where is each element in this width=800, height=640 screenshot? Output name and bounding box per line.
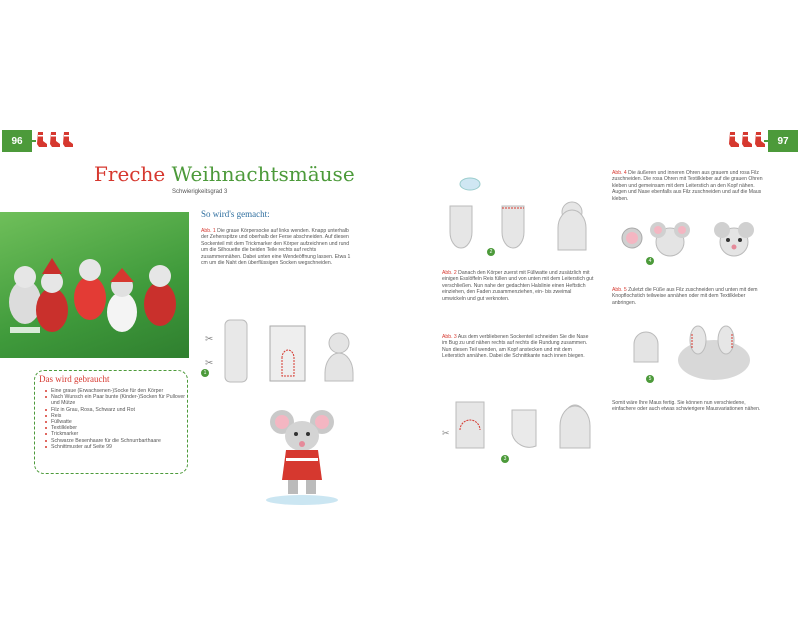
difficulty-label: Schwierigkeitsgrad 3 (172, 189, 228, 195)
title-word-red: Freche (94, 162, 166, 186)
materials-heading: Das wird gebraucht (39, 374, 110, 384)
christmas-sock-icons-left (34, 130, 76, 150)
figure-1-sock-pattern (200, 318, 360, 388)
step-5-label: Abb. 5 (612, 287, 627, 293)
page-title (94, 162, 355, 186)
step-3-label: Abb. 3 (442, 334, 457, 340)
materials-item: Eine graue (Erwachsenen-)Socke für den Körper (47, 388, 187, 394)
step-2-label: Abb. 2 (442, 270, 457, 276)
figure-4-number: 4 (646, 257, 654, 265)
step-1-label: Abb. 1 (201, 228, 216, 234)
figure-5-feet (612, 320, 772, 384)
materials-item: Schwarze Besenhaare für die Schnurrbarthaare (47, 438, 187, 444)
cartoon-mouse-illustration (262, 404, 342, 506)
page-number-left: 96 (2, 130, 32, 152)
figure-3-number: 3 (501, 455, 509, 463)
figure-4-ears (612, 220, 772, 268)
materials-box (34, 370, 188, 474)
christmas-sock-icons-right (726, 130, 768, 150)
step-2-body: Danach den Körper zuerst mit Füllwatte und zusätzlich mit einigen Esslöffeln Reis füllen und von unten mit dem Leiterstich gut verschließen. Nun nahe der gedachten Halslinie einen Heftstich einziehen, den Faden zusammenziehen, ein- bis zweimal umwickeln und gut verknoten. (442, 270, 594, 302)
mice-photo-illustration (0, 212, 189, 358)
materials-item: Nach Wunsch ein Paar bunte (Kinder-)Socken für Pullover und Mütze (47, 394, 187, 406)
svg-text:✂: ✂ (205, 358, 214, 369)
step-4-body: Die äußeren und inneren Ohren aus grauem und rosa Filz zuschneiden. Die rosa Ohren mit Textilkleber auf die grauen Ohren kleben und gemeinsam mit dem Leiterstich an den Kopf nähen. Augen und Nase ebenfalls aus Filz zuschneiden und auf die Maus kleben. (612, 170, 763, 202)
page-number-right: 97 (768, 130, 798, 152)
step-1-body: Die graue Körpersocke auf links wenden. Knapp unterhalb der Zehenspitze und oberhalb der Ferse abschneiden. Auf diesen Sockenteil mit dem Trickmarker den Körper aufzeichnen und rund um die Silhouette die beiden Teile rechts auf rechts zusammennähen. Dabei unten eine Wendeöffnung lassen. Etwa 1 cm um die Naht den überflüssigen Socken wegschneiden. (201, 228, 351, 267)
svg-text:✂: ✂ (205, 334, 214, 345)
step-2-text (442, 270, 594, 302)
figure-2-number: 2 (487, 248, 495, 256)
step-1-text (201, 228, 356, 266)
materials-item: Filz in Grau, Rosa, Schwarz und Rot (47, 407, 187, 413)
step-3-body: Aus dem verbliebenen Sockenteil schneiden Sie die Nase im Bug zu und nähen rechts auf rechts die Rundung zusammen. Nun diesen Teil wenden, am Kopf anstecken und mit dem Leiterstich annähen. Dabei die Schnittkante nach innen biegen. (442, 334, 589, 360)
materials-item: Füllwatte (47, 419, 187, 425)
materials-item: Trickmarker (47, 431, 187, 437)
step-3-text (442, 334, 594, 360)
figure-5-number: 5 (646, 375, 654, 383)
figure-2-stuffed-body (440, 170, 600, 260)
materials-item: Textilkleber (47, 425, 187, 431)
instructions-heading: So wird's gemacht: (201, 209, 270, 219)
closing-text: Somit wäre Ihre Maus fertig. Sie können nun verschiedene, einfachere oder auch etwas schwierigere Mausvariationen nähen. (612, 400, 761, 413)
step-5-body: Zuletzt die Füße aus Filz zuschneiden und unten mit dem Knopflochstich teilweise annähen oder mit dem Textilkleber anbringen. (612, 287, 758, 306)
materials-item: Schnittmuster auf Seite 99 (47, 444, 187, 450)
svg-text:✂: ✂ (442, 428, 450, 438)
step-4-text (612, 170, 770, 202)
step-4-label: Abb. 4 (612, 170, 627, 176)
materials-item: Reis (47, 413, 187, 419)
figure-1-number: 1 (201, 369, 209, 377)
step-5-text (612, 287, 770, 306)
mice-photo (0, 212, 189, 358)
materials-list (41, 388, 187, 450)
title-word-green: Weihnachtsmäuse (171, 162, 355, 186)
figure-3-nose (440, 396, 600, 466)
